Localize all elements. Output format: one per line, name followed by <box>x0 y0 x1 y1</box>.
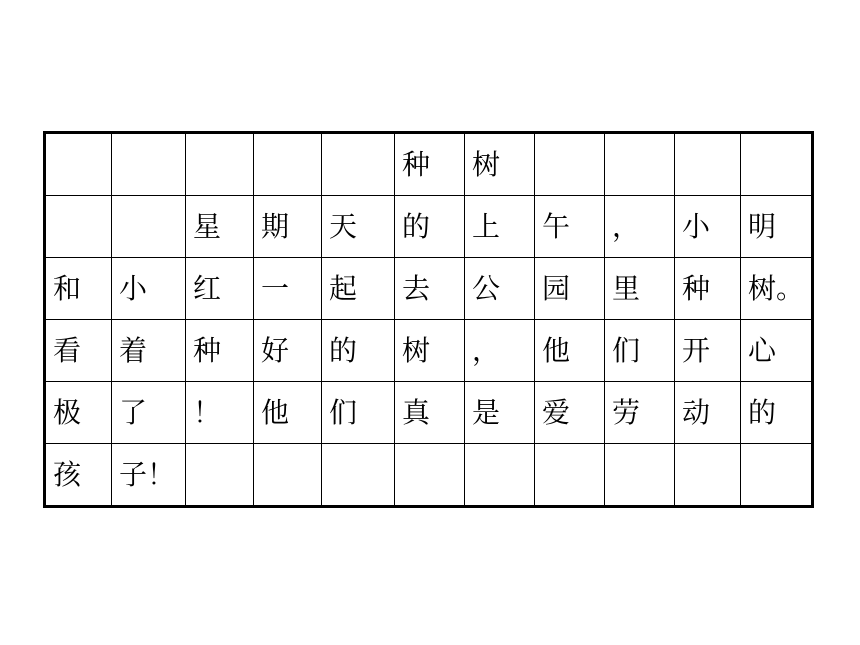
grid-character: 一 <box>261 271 290 305</box>
grid-character: 子！ <box>119 457 176 491</box>
grid-cell <box>741 382 813 444</box>
grid-cell <box>465 320 535 382</box>
grid-character: ！ <box>193 395 222 429</box>
grid-cell <box>465 133 535 196</box>
grid-character: 的 <box>329 333 358 367</box>
grid-cell <box>254 382 322 444</box>
grid-character: 极 <box>53 395 82 429</box>
grid-cell <box>535 444 605 507</box>
grid-cell <box>186 258 254 320</box>
grid-character: 爱 <box>542 395 571 429</box>
grid-cell <box>322 444 395 507</box>
grid-character: 星 <box>193 209 222 243</box>
grid-character: 去 <box>402 271 431 305</box>
grid-character: 了 <box>119 395 148 429</box>
grid-character: 种 <box>682 271 711 305</box>
grid-cell <box>395 382 465 444</box>
grid-character: 动 <box>682 395 711 429</box>
grid-character: 真 <box>402 395 431 429</box>
grid-cell <box>186 196 254 258</box>
grid-cell <box>535 320 605 382</box>
grid-cell <box>322 382 395 444</box>
grid-character: 天 <box>329 209 358 243</box>
grid-cell <box>465 444 535 507</box>
grid-cell <box>254 258 322 320</box>
grid-character: 是 <box>472 395 501 429</box>
grid-cell <box>605 320 675 382</box>
grid-cell <box>395 444 465 507</box>
grid-cell <box>254 444 322 507</box>
grid-row <box>45 444 813 507</box>
grid-row <box>45 382 813 444</box>
grid-character: 公 <box>472 271 501 305</box>
grid-cell <box>322 258 395 320</box>
grid-cell <box>741 196 813 258</box>
grid-cell <box>112 133 186 196</box>
grid-row <box>45 258 813 320</box>
grid-cell <box>535 133 605 196</box>
grid-cell <box>322 320 395 382</box>
grid-cell <box>741 133 813 196</box>
grid-character: 里 <box>612 271 641 305</box>
grid-character: 树 <box>472 147 501 181</box>
grid-character: 们 <box>612 333 641 367</box>
grid-character: 种 <box>402 147 431 181</box>
grid-character: 起 <box>329 271 358 305</box>
grid-character: ， <box>612 209 641 243</box>
grid-cell <box>322 196 395 258</box>
grid-cell <box>112 382 186 444</box>
grid-cell <box>741 258 813 320</box>
grid-character: 种 <box>193 333 222 367</box>
grid-character: 园 <box>542 271 571 305</box>
grid-cell <box>675 382 741 444</box>
grid-cell <box>675 133 741 196</box>
writing-grid <box>43 131 814 508</box>
grid-character: 好 <box>261 333 290 367</box>
grid-cell <box>112 320 186 382</box>
grid-character: 开 <box>682 333 711 367</box>
grid-cell <box>45 444 112 507</box>
grid-cell <box>535 382 605 444</box>
grid-cell <box>395 320 465 382</box>
grid-cell <box>465 382 535 444</box>
grid-character: 树。 <box>748 271 805 305</box>
grid-cell <box>741 320 813 382</box>
grid-cell <box>254 133 322 196</box>
grid-character: 的 <box>402 209 431 243</box>
grid-row <box>45 133 813 196</box>
grid-cell <box>395 258 465 320</box>
grid-character: 心 <box>748 333 777 367</box>
grid-cell <box>322 133 395 196</box>
grid-character: 劳 <box>612 395 641 429</box>
grid-cell <box>45 133 112 196</box>
grid-character: 他 <box>542 333 571 367</box>
grid-character: 树 <box>402 333 431 367</box>
grid-character: 红 <box>193 271 222 305</box>
grid-character: 上 <box>472 209 501 243</box>
grid-cell <box>675 444 741 507</box>
grid-cell <box>605 444 675 507</box>
grid-cell <box>186 133 254 196</box>
grid-cell <box>112 258 186 320</box>
grid-cell <box>254 320 322 382</box>
grid-cell <box>395 133 465 196</box>
grid-character: 他 <box>261 395 290 429</box>
grid-character: 和 <box>53 271 82 305</box>
grid-character: 看 <box>53 333 82 367</box>
grid-character: 明 <box>748 209 777 243</box>
grid-character: 期 <box>261 209 290 243</box>
grid-character: 午 <box>542 209 571 243</box>
grid-character: 小 <box>119 271 148 305</box>
grid-cell <box>675 258 741 320</box>
grid-body <box>45 133 813 507</box>
grid-cell <box>741 444 813 507</box>
grid-cell <box>605 196 675 258</box>
grid-cell <box>605 133 675 196</box>
grid-cell <box>535 196 605 258</box>
grid-row <box>45 320 813 382</box>
grid-cell <box>605 258 675 320</box>
grid-character: 着 <box>119 333 148 367</box>
grid-cell <box>605 382 675 444</box>
grid-row <box>45 196 813 258</box>
grid-cell <box>675 320 741 382</box>
grid-character: 小 <box>682 209 711 243</box>
grid-cell <box>186 382 254 444</box>
grid-cell <box>45 382 112 444</box>
grid-cell <box>45 196 112 258</box>
grid-character: ， <box>472 333 501 367</box>
grid-cell <box>675 196 741 258</box>
grid-cell <box>186 444 254 507</box>
grid-character: 孩 <box>53 457 82 491</box>
grid-cell <box>112 444 186 507</box>
grid-cell <box>535 258 605 320</box>
grid-cell <box>186 320 254 382</box>
grid-cell <box>45 258 112 320</box>
grid-cell <box>45 320 112 382</box>
grid-cell <box>465 258 535 320</box>
grid-cell <box>254 196 322 258</box>
grid-cell <box>112 196 186 258</box>
grid-cell <box>465 196 535 258</box>
grid-cell <box>395 196 465 258</box>
grid-character: 的 <box>748 395 777 429</box>
grid-character: 们 <box>329 395 358 429</box>
